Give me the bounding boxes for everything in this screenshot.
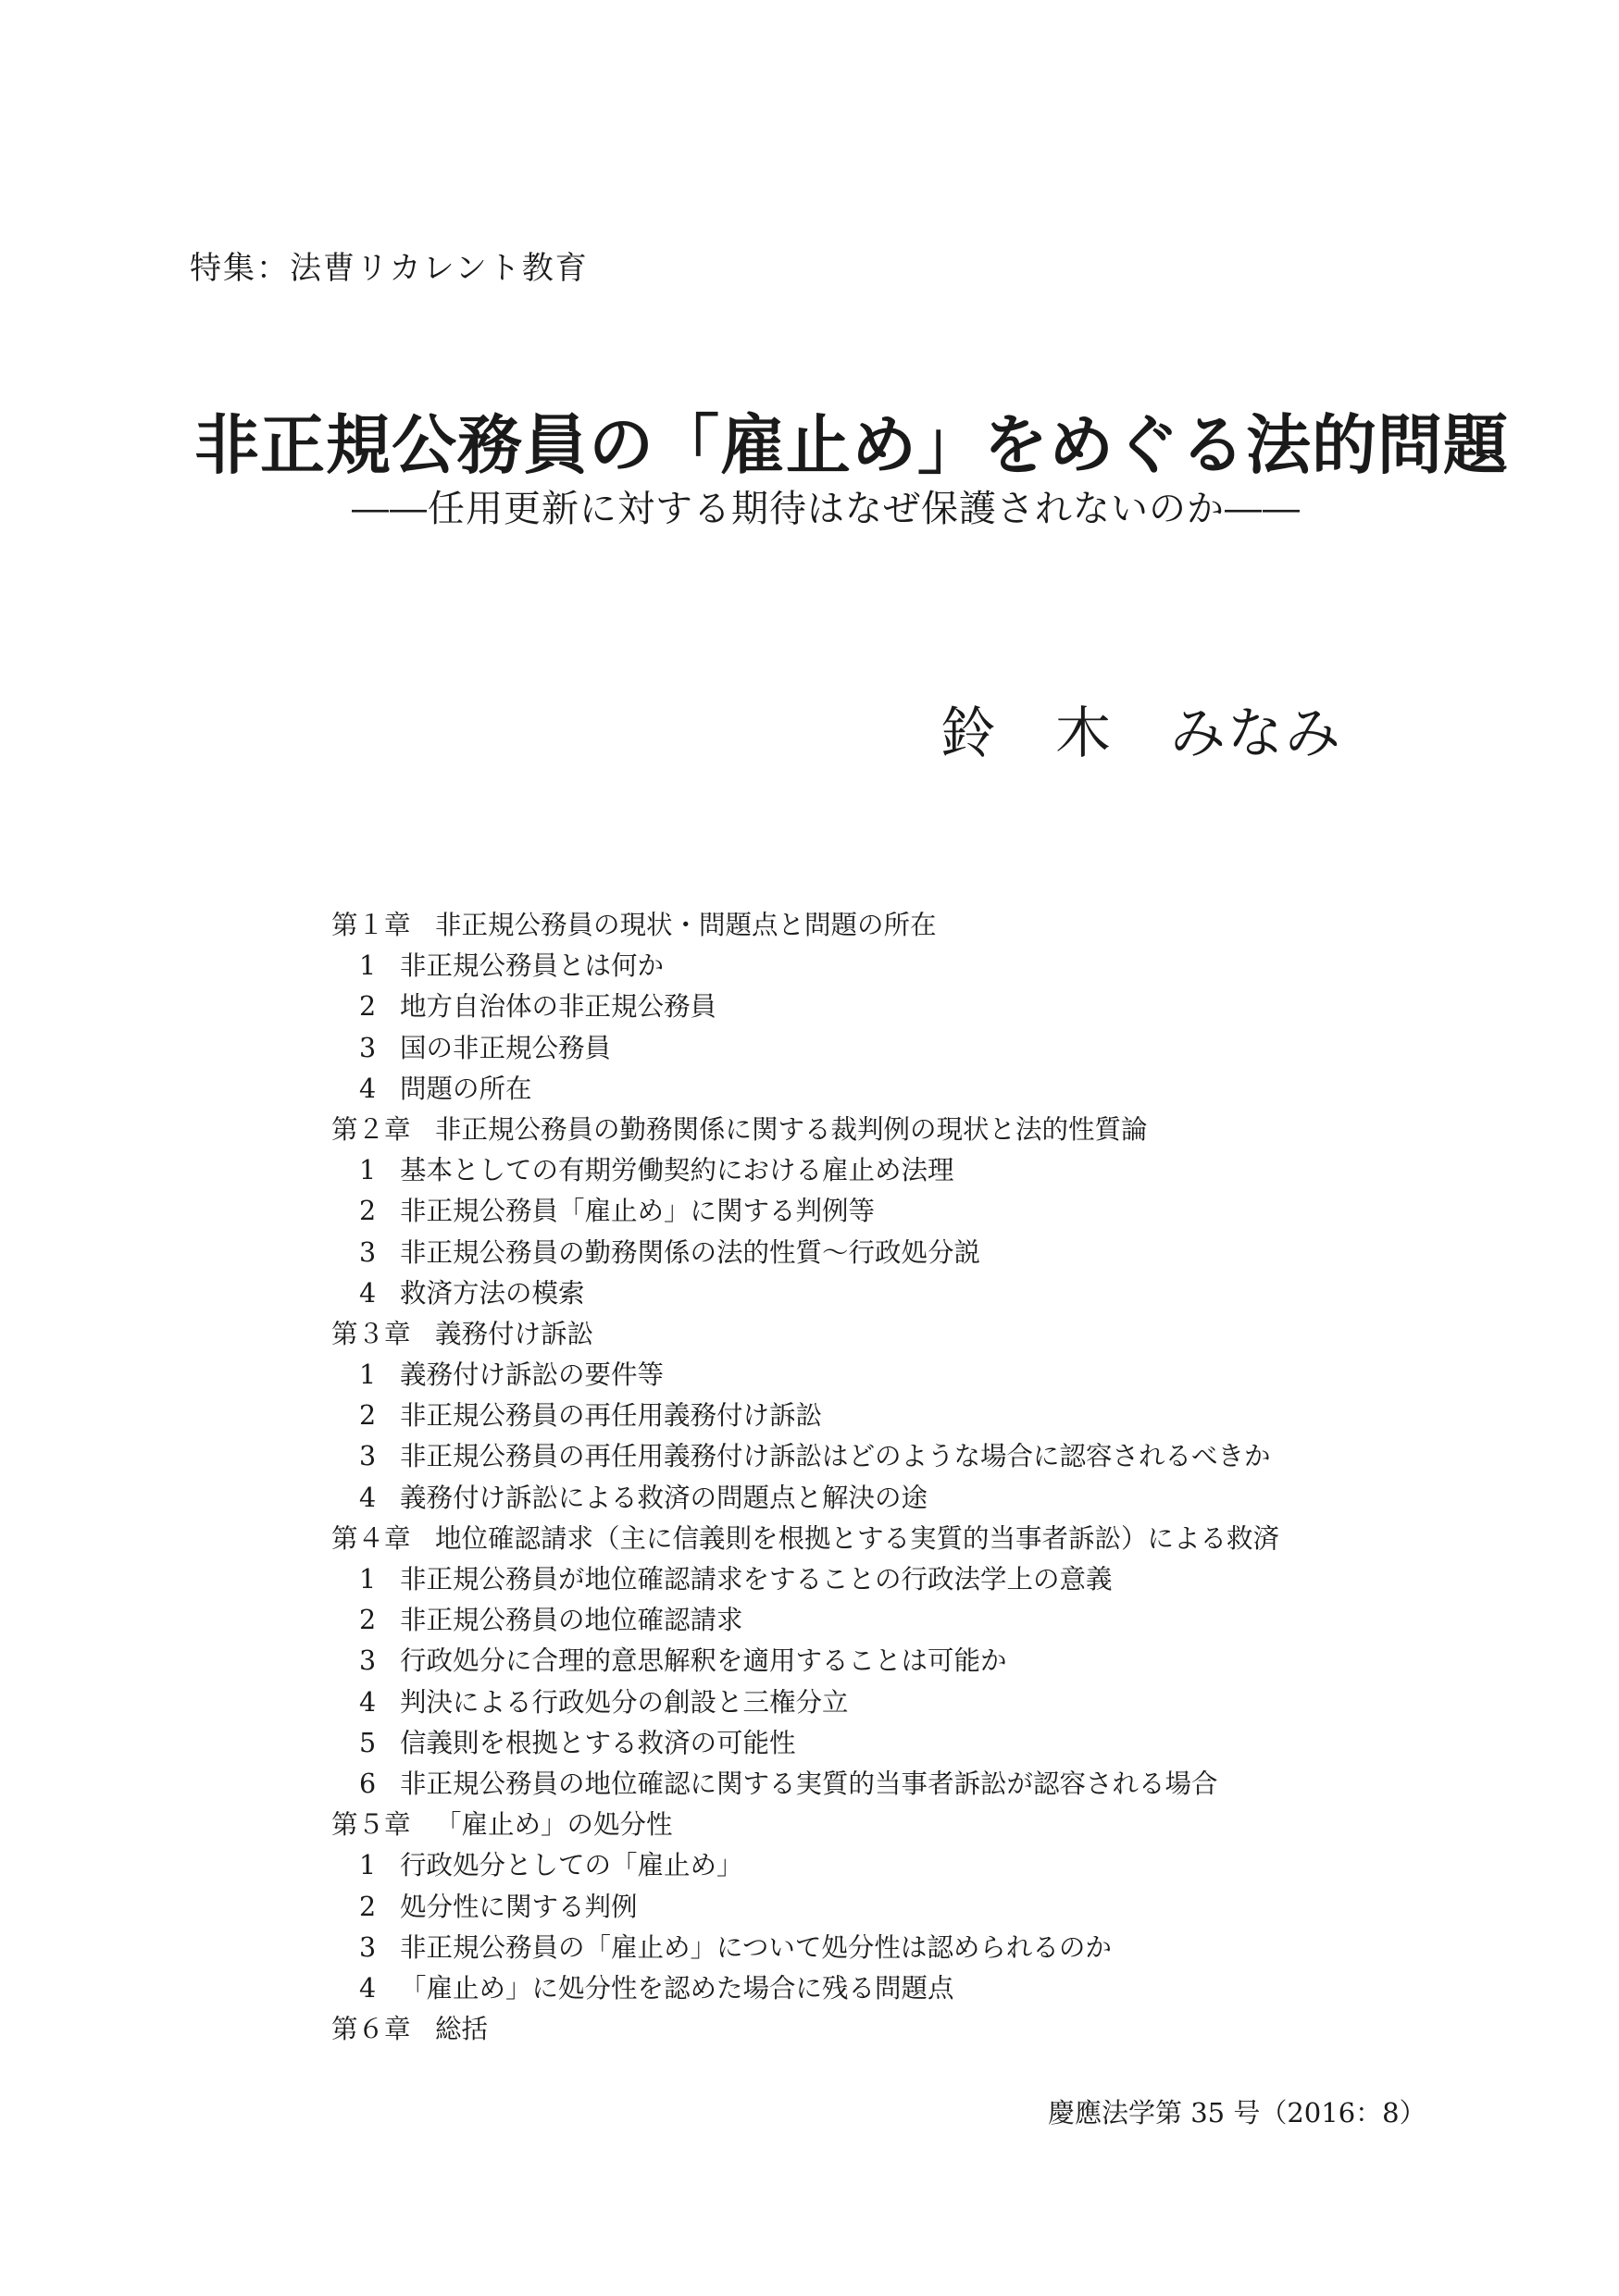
toc-chapter-number: 第２章	[331, 1113, 411, 1145]
toc-section-number: 2	[359, 1605, 377, 1636]
series-label: 特集：法曹リカレント教育	[190, 250, 589, 287]
toc-chapter-title: 非正規公務員の現状・問題点と問題の所在	[435, 910, 937, 940]
toc-section	[331, 1641, 1279, 1682]
toc-section-title: 非正規公務員の再任用義務付け訴訟	[400, 1400, 823, 1432]
toc-section-title: 判決による行政処分の創設と三権分立	[400, 1686, 849, 1718]
toc-chapter	[331, 1110, 1279, 1150]
toc-section-number: 6	[359, 1768, 377, 1799]
toc-section-title: 国の非正規公務員	[400, 1032, 612, 1063]
toc-section-title: 「雇止め」に処分性を認めた場合に残る問題点	[400, 1972, 954, 2004]
author-name: 鈴 木 みなみ	[940, 701, 1342, 766]
toc-chapter-number: 第４章	[331, 1522, 411, 1554]
toc-section-title: 問題の所在	[400, 1073, 532, 1104]
toc-chapter-number: 第３章	[331, 1318, 411, 1349]
toc-chapter-title: 地位確認請求（主に信義則を根拠とする実質的当事者訴訟）による救済	[435, 1522, 1280, 1554]
toc-section-number: 3	[359, 1645, 377, 1677]
toc-section-number: 1	[359, 1850, 377, 1881]
toc-section-title: 非正規公務員「雇止め」に関する判例等	[400, 1196, 876, 1227]
toc-section	[331, 1600, 1279, 1641]
toc-section-title: 非正規公務員の勤務関係の法的性質～行政処分説	[400, 1236, 981, 1268]
toc-section	[331, 1069, 1279, 1110]
toc-section-number: 2	[359, 991, 377, 1023]
toc-section-number: 4	[359, 1482, 377, 1513]
toc-chapter	[331, 905, 1279, 946]
toc-section	[331, 1845, 1279, 1886]
toc-section	[331, 987, 1279, 1027]
toc-chapter	[331, 1519, 1279, 1559]
toc-section-number: 3	[359, 1032, 377, 1063]
toc-section-number: 4	[359, 1073, 377, 1104]
toc-section-number: 3	[359, 1441, 377, 1472]
toc-section-number: 2	[359, 1891, 377, 1922]
toc-section-number: 1	[359, 950, 377, 982]
toc-section-title: 非正規公務員の地位確認に関する実質的当事者訴訟が認容される場合	[400, 1768, 1218, 1799]
toc-section-title: 非正規公務員が地位確認請求をすることの行政法学上の意義	[400, 1564, 1113, 1595]
toc-section-number: 2	[359, 1400, 377, 1432]
toc-section-number: 4	[359, 1277, 377, 1309]
toc-chapter	[331, 1314, 1279, 1355]
toc-section	[331, 946, 1279, 987]
toc-section-title: 処分性に関する判例	[400, 1891, 638, 1922]
toc-section-number: 2	[359, 1196, 377, 1227]
toc-chapter	[331, 2009, 1279, 2050]
toc-section	[331, 1191, 1279, 1232]
toc-section-title: 義務付け訴訟の要件等	[400, 1359, 665, 1391]
toc-section-title: 義務付け訴訟による救済の問題点と解決の途	[400, 1482, 928, 1513]
toc-section-number: 4	[359, 1686, 377, 1718]
toc-chapter-title: 非正規公務員の勤務関係に関する裁判例の現状と法的性質論	[435, 1113, 1148, 1145]
toc-section	[331, 1150, 1279, 1191]
table-of-contents	[331, 905, 1279, 2050]
toc-section	[331, 1928, 1279, 1968]
toc-section	[331, 1028, 1279, 1069]
toc-section	[331, 1968, 1279, 2009]
toc-section-title: 行政処分としての「雇止め」	[400, 1850, 743, 1881]
toc-chapter-title: 「雇止め」の処分性	[435, 1809, 673, 1841]
toc-section-number: 1	[359, 1359, 377, 1391]
toc-chapter-number: 第１章	[331, 910, 411, 940]
toc-section-title: 非正規公務員の地位確認請求	[400, 1605, 743, 1636]
toc-section	[331, 1682, 1279, 1723]
toc-section	[331, 1764, 1279, 1805]
toc-section-number: 3	[359, 1931, 377, 1963]
toc-section	[331, 1887, 1279, 1928]
toc-section-title: 信義則を根拠とする救済の可能性	[400, 1727, 796, 1758]
article-title: 非正規公務員の「雇止め」をめぐる法的問題	[194, 406, 1509, 483]
toc-section	[331, 1559, 1279, 1600]
toc-section	[331, 1355, 1279, 1396]
toc-section-title: 行政処分に合理的意思解釈を適用することは可能か	[400, 1645, 1007, 1677]
toc-section-number: 4	[359, 1972, 377, 2004]
toc-chapter	[331, 1805, 1279, 1845]
toc-section	[331, 1436, 1279, 1477]
toc-section-title: 非正規公務員とは何か	[400, 950, 665, 982]
toc-section	[331, 1478, 1279, 1519]
toc-section-number: 1	[359, 1155, 377, 1186]
toc-section-title: 地方自治体の非正規公務員	[400, 991, 717, 1023]
toc-section-number: 1	[359, 1564, 377, 1595]
toc-section-title: 非正規公務員の再任用義務付け訴訟はどのような場合に認容されるべきか	[400, 1441, 1271, 1472]
toc-section	[331, 1273, 1279, 1314]
toc-chapter-number: 第５章	[331, 1809, 411, 1841]
article-subtitle: ――任用更新に対する期待はなぜ保護されないのか――	[352, 488, 1301, 530]
toc-section-title: 救済方法の模索	[400, 1277, 585, 1309]
toc-section	[331, 1396, 1279, 1436]
toc-chapter-title: 義務付け訴訟	[435, 1318, 594, 1349]
toc-section-title: 非正規公務員の「雇止め」について処分性は認められるのか	[400, 1931, 1112, 1963]
toc-section-number: 3	[359, 1236, 377, 1268]
toc-section-title: 基本としての有期労働契約における雇止め法理	[400, 1155, 954, 1186]
toc-section	[331, 1233, 1279, 1273]
journal-citation: 慶應法学第 35 号（2016：8）	[1048, 2097, 1426, 2128]
toc-section	[331, 1723, 1279, 1764]
toc-chapter-number: 第６章	[331, 2014, 411, 2045]
toc-chapter-title: 総括	[435, 2014, 489, 2045]
toc-section-number: 5	[359, 1727, 377, 1758]
